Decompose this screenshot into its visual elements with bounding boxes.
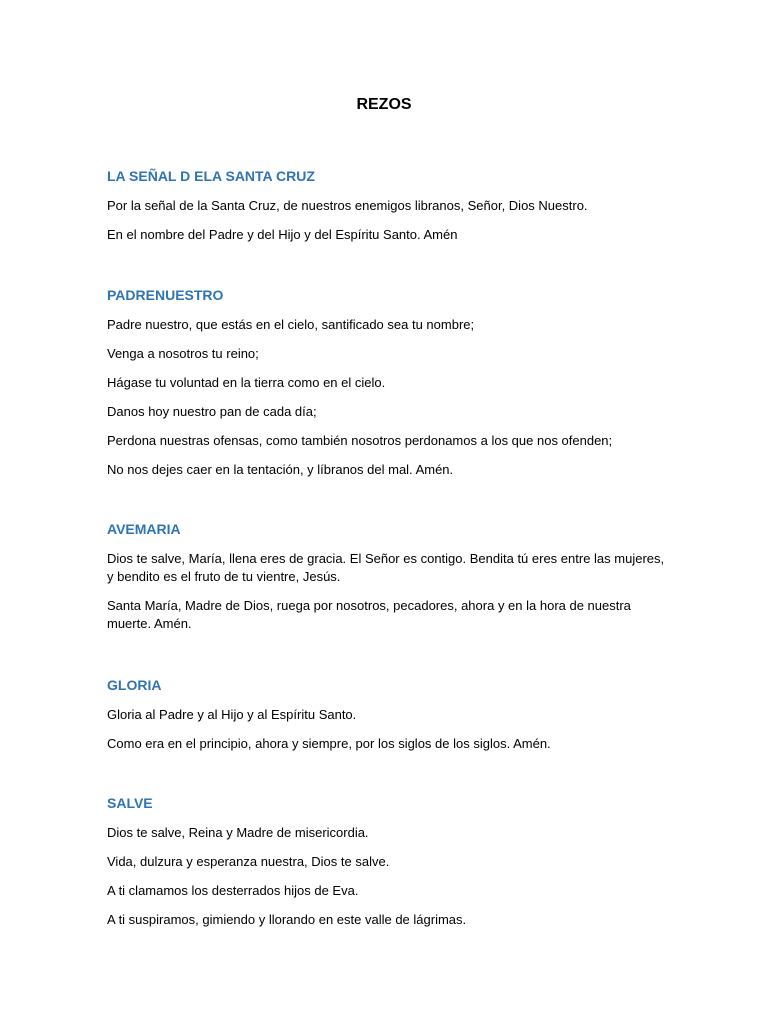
paragraph: Venga a nosotros tu reino; <box>107 346 259 361</box>
paragraph: Vida, dulzura y esperanza nuestra, Dios te salve. <box>107 854 390 869</box>
section-heading: SALVE <box>107 795 153 811</box>
paragraph: Hágase tu voluntad en la tierra como en el cielo. <box>107 375 386 390</box>
section-padrenuestro <box>107 285 667 490</box>
paragraph: Dios te salve, María, llena eres de gracia. El Señor es contigo. Bendita tú eres entre las mujeres, y bendito es el fruto de tu vientre, Jesús. <box>107 551 665 584</box>
section-salve <box>107 793 667 940</box>
paragraph: A ti clamamos los desterrados hijos de Eva. <box>107 883 359 898</box>
section-heading: PADRENUESTRO <box>107 287 224 303</box>
paragraph: Perdona nuestras ofensas, como también nosotros perdonamos a los que nos ofenden; <box>107 433 613 448</box>
paragraph: A ti suspiramos, gimiendo y llorando en este valle de lágrimas. <box>107 912 467 927</box>
section-senal-santa-cruz <box>107 166 667 255</box>
paragraph: Santa María, Madre de Dios, ruega por nosotros, pecadores, ahora y en la hora de nuestra muerte. Amén. <box>107 598 631 631</box>
paragraph: Padre nuestro, que estás en el cielo, santificado sea tu nombre; <box>107 317 475 332</box>
section-gloria <box>107 675 667 764</box>
paragraph: No nos dejes caer en la tentación, y líbranos del mal. Amén. <box>107 462 454 477</box>
page-title: REZOS <box>356 96 412 113</box>
paragraph: Como era en el principio, ahora y siempre, por los siglos de los siglos. Amén. <box>107 736 551 751</box>
section-heading: GLORIA <box>107 677 162 693</box>
section-heading: AVEMARIA <box>107 521 181 537</box>
paragraph: Dios te salve, Reina y Madre de misericordia. <box>107 825 369 840</box>
section-avemaria <box>107 519 667 644</box>
paragraph: En el nombre del Padre y del Hijo y del Espíritu Santo. Amén <box>107 227 458 242</box>
section-heading: LA SEÑAL D ELA SANTA CRUZ <box>107 168 315 184</box>
paragraph: Gloria al Padre y al Hijo y al Espíritu Santo. <box>107 707 357 722</box>
paragraph: Por la señal de la Santa Cruz, de nuestros enemigos libranos, Señor, Dios Nuestro. <box>107 198 588 213</box>
paragraph: Danos hoy nuestro pan de cada día; <box>107 404 317 419</box>
